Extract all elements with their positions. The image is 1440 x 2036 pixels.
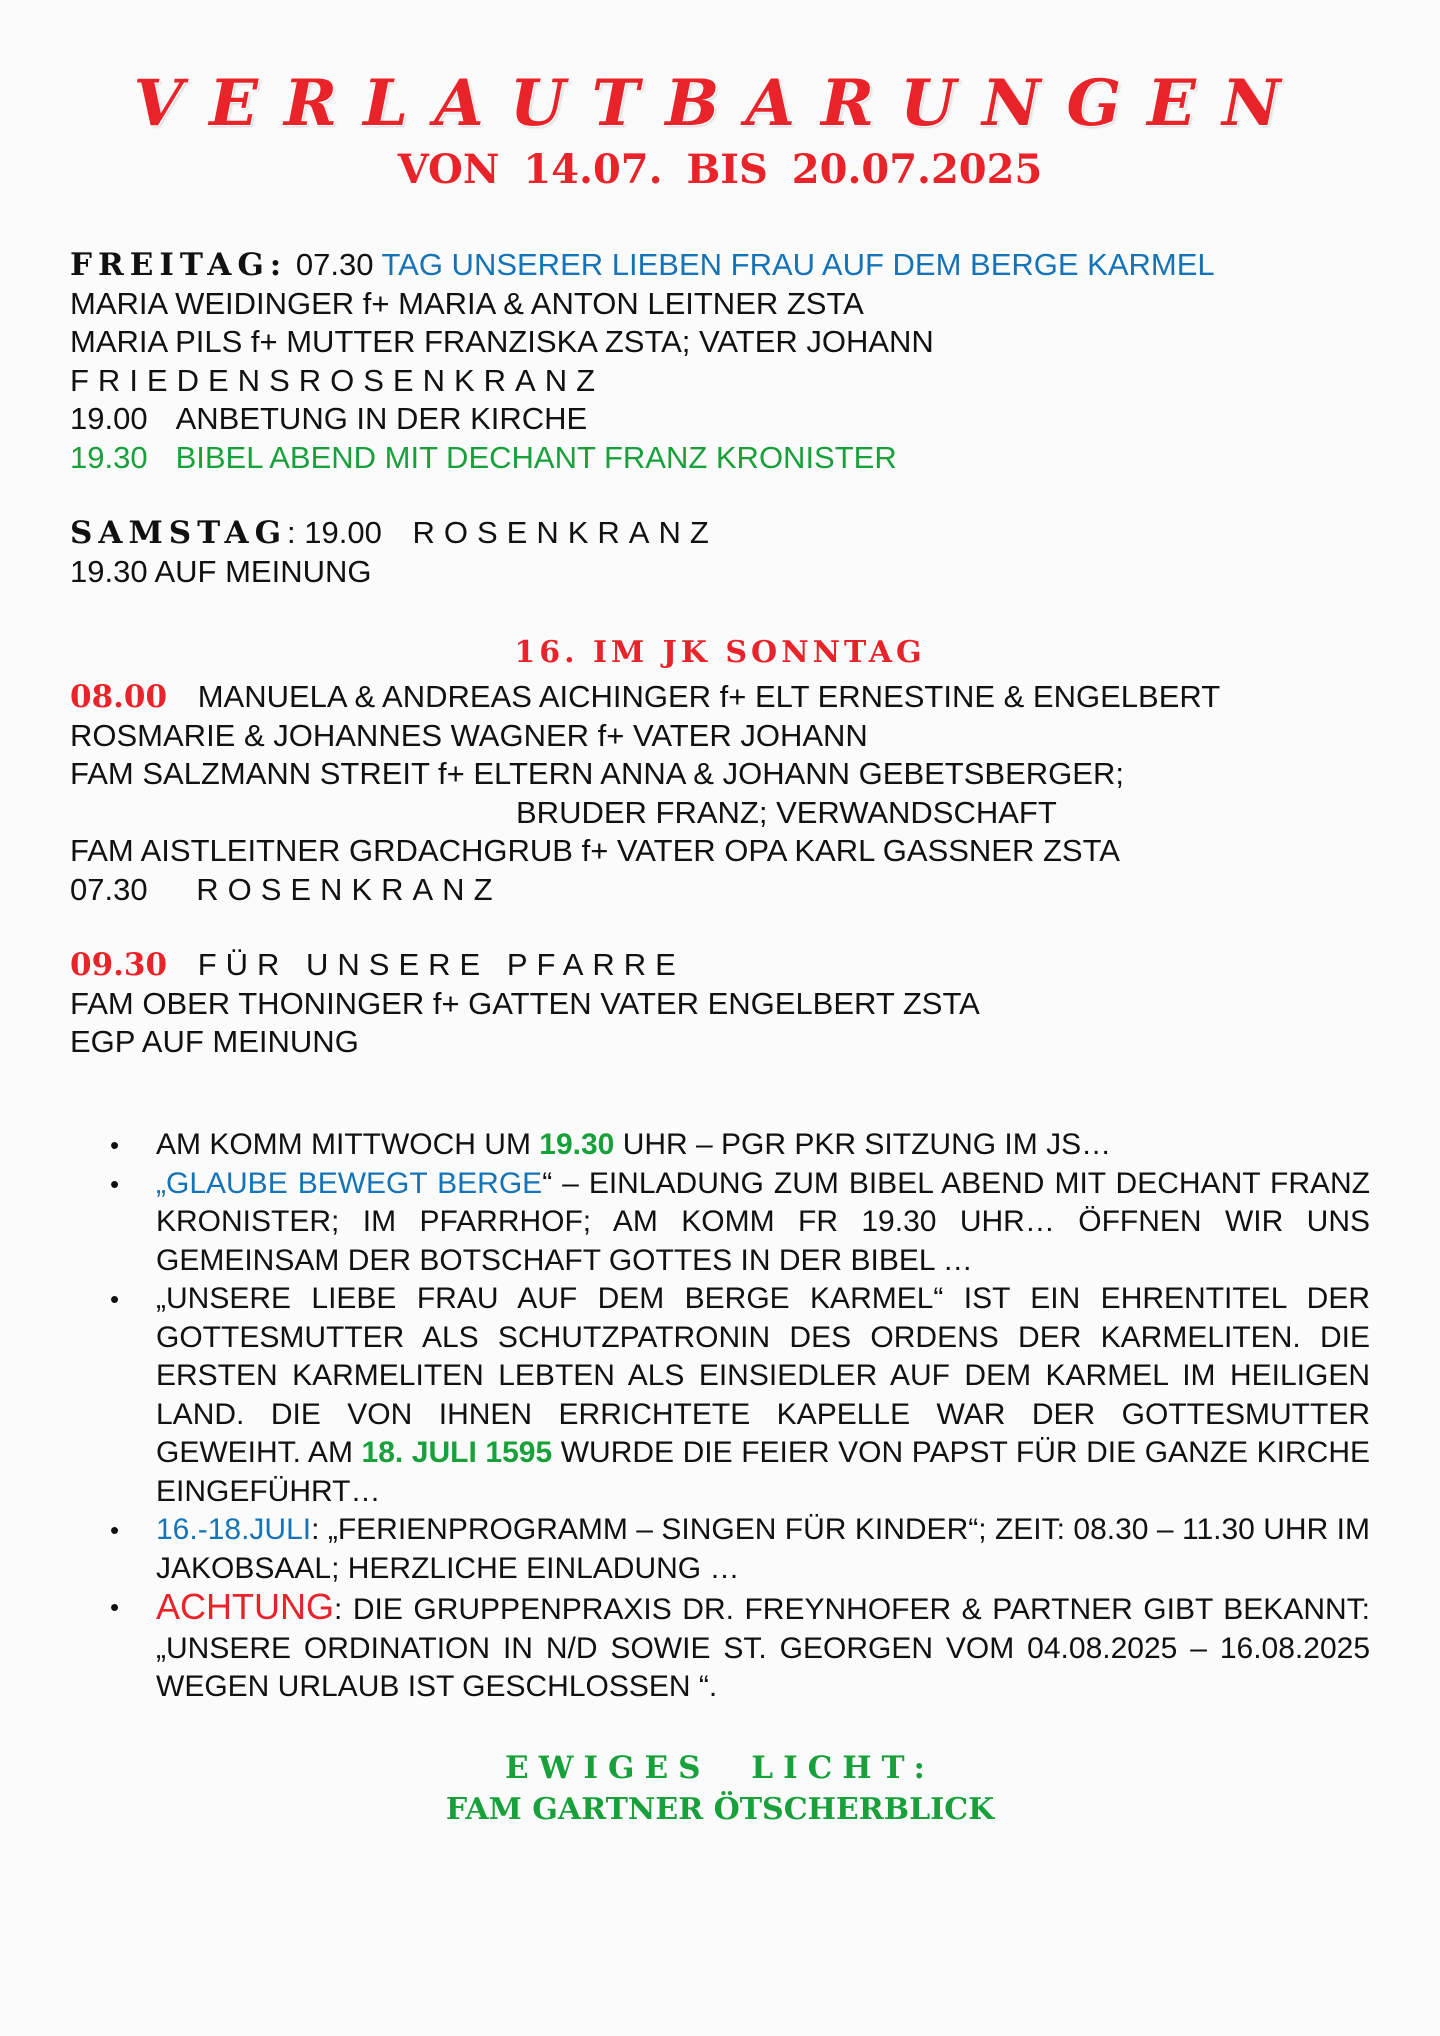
- sunday-line-9: EGP AUF MEINUNG: [70, 1024, 359, 1059]
- friday-label: FREITAG:: [70, 247, 288, 283]
- sunday-second-mass: [70, 946, 1390, 1062]
- sunday-line-3: FAM SALZMANN STREIT f+ ELTERN ANNA & JOHANN GEBETSBERGER;: [70, 756, 1124, 791]
- friday-line-5: [70, 439, 1390, 478]
- date-range: VON 14.07. BIS 20.07.2025: [397, 146, 1043, 193]
- saturday-label: SAMSTAG: [70, 515, 288, 551]
- sunday-line-1: [70, 678, 1390, 717]
- friday-header: [70, 246, 1390, 285]
- notice-1-post: UHR – PGR PKR SITZUNG IM JS…: [614, 1128, 1112, 1161]
- notice-5-label: ACHTUNG: [156, 1586, 334, 1627]
- notice-1-pre: AM KOMM MITTWOCH UM: [156, 1128, 540, 1161]
- sunday-line-2: ROSMARIE & JOHANNES WAGNER f+ VATER JOHANN: [70, 717, 868, 753]
- sunday-line-6-text: ROSENKRANZ: [196, 871, 502, 907]
- notice-3-post: WURDE DIE FEIER VON PAPST FÜR DIE GANZE KIRCHE EINGEFÜHRT…: [156, 1436, 1371, 1508]
- friday-line-5-time: 19.30: [70, 439, 148, 475]
- sunday-line-6: [70, 871, 1390, 910]
- saturday-time: 19.00: [304, 515, 382, 550]
- notice-item: [110, 1280, 1370, 1511]
- saturday-section: [70, 514, 1390, 591]
- sunday-line-4: BRUDER FRANZ; VERWANDSCHAFT: [516, 794, 1057, 830]
- notice-2-text: “ – EINLADUNG ZUM BIBEL ABEND MIT DECHANT FRANZ KRONISTER; IM PFARRHOF; AM KOMM FR 19.30 UHR… ÖFFNEN WIR UNS GEMEINSAM DER BOTSCHAFT GOTTES IN DER BIBEL …: [156, 1166, 1370, 1277]
- sunday-line-5: FAM AISTLEITNER GRDACHGRUB f+ VATER OPA KARL GASSNER ZSTA: [70, 833, 1120, 868]
- sunday-time-2: 09.30: [70, 947, 168, 983]
- notice-3-date: 18. JULI 1595: [361, 1436, 553, 1469]
- notice-item: [110, 1588, 1370, 1707]
- eternal-light-label: EWIGES LICHT:: [505, 1750, 935, 1786]
- notice-item: [110, 1511, 1370, 1588]
- sunday-line-6-time: 07.30: [70, 871, 148, 907]
- page-title: VERLAUTBARUNGEN: [133, 66, 1307, 141]
- saturday-line-2: 19.30 AUF MEINUNG: [70, 553, 372, 589]
- notice-2-title: „GLAUBE BEWEGT BERGE: [156, 1166, 543, 1200]
- notice-item: [110, 1165, 1370, 1281]
- sunday-line-1-text: MANUELA & ANDREAS AICHINGER f+ ELT ERNESTINE & ENGELBERT: [197, 679, 1221, 714]
- friday-line-3: FRIEDENSROSENKRANZ: [70, 362, 605, 398]
- friday-feast: TAG UNSERER LIEBEN FRAU AUF DEM BERGE KARMEL: [381, 247, 1215, 282]
- notice-3-pre: „UNSERE LIEBE FRAU AUF DEM BERGE KARMEL“ IST EIN EHRENTITEL DER GOTTESMUTTER ALS SCHUTZPATRONIN DES ORDENS DER KARMELITEN. DIE ERSTEN KARMELITEN LEBTEN ALS EINSIEDLER AUF DEM KARMEL IM HEILIGEN LAND. DIE VON IHNEN ERRICHTETE KAPELLE WAR DER GOTTESMUTTER GEWEIHT. AM: [156, 1282, 1370, 1469]
- notice-1-time: 19.30: [539, 1128, 615, 1161]
- friday-line-4-time: 19.00: [70, 401, 148, 436]
- sunday-line-7: [70, 946, 1390, 985]
- sunday-section: [70, 678, 1390, 909]
- friday-time: 07.30: [295, 247, 374, 282]
- notice-item: [110, 1126, 1370, 1165]
- sunday-line-8: FAM OBER THONINGER f+ GATTEN VATER ENGELBERT ZSTA: [70, 985, 980, 1021]
- notice-5-text: : DIE GRUPPENPRAXIS DR. FREYNHOFER & PARTNER GIBT BEKANNT: „UNSERE ORDINATION IN N/D SOWIE ST. GEORGEN VOM 04.08.2025 – 16.08.2025 WEGEN URLAUB IST GESCHLOSSEN “.: [156, 1593, 1370, 1703]
- sunday-time-1: 08.00: [70, 679, 168, 715]
- friday-line-1: MARIA WEIDINGER f+ MARIA & ANTON LEITNER ZSTA: [70, 285, 864, 321]
- saturday-header: [70, 514, 1390, 553]
- eternal-light-name: FAM GARTNER ÖTSCHERBLICK: [445, 1792, 995, 1827]
- friday-line-4: [70, 400, 1390, 439]
- friday-section: [70, 246, 1390, 477]
- saturday-colon: :: [287, 515, 296, 550]
- friday-line-5-text: BIBEL ABEND MIT DECHANT FRANZ KRONISTER: [175, 439, 897, 475]
- sunday-heading: 16. IM JK SONNTAG: [514, 635, 926, 670]
- notice-4-date: 16.-18.JULI: [156, 1513, 312, 1546]
- notices-list: [110, 1126, 1370, 1707]
- friday-line-4-text: ANBETUNG IN DER KIRCHE: [175, 401, 588, 436]
- saturday-text: ROSENKRANZ: [412, 515, 718, 550]
- friday-line-2: MARIA PILS f+ MUTTER FRANZISKA ZSTA; VATER JOHANN: [70, 324, 934, 359]
- notice-4-text: : „FERIENPROGRAMM – SINGEN FÜR KINDER“; ZEIT: 08.30 – 11.30 UHR IM JAKOBSAAL; HERZLICHE EINLADUNG …: [156, 1513, 1370, 1585]
- sunday-line-7-text: FÜR UNSERE PFARRE: [197, 947, 685, 982]
